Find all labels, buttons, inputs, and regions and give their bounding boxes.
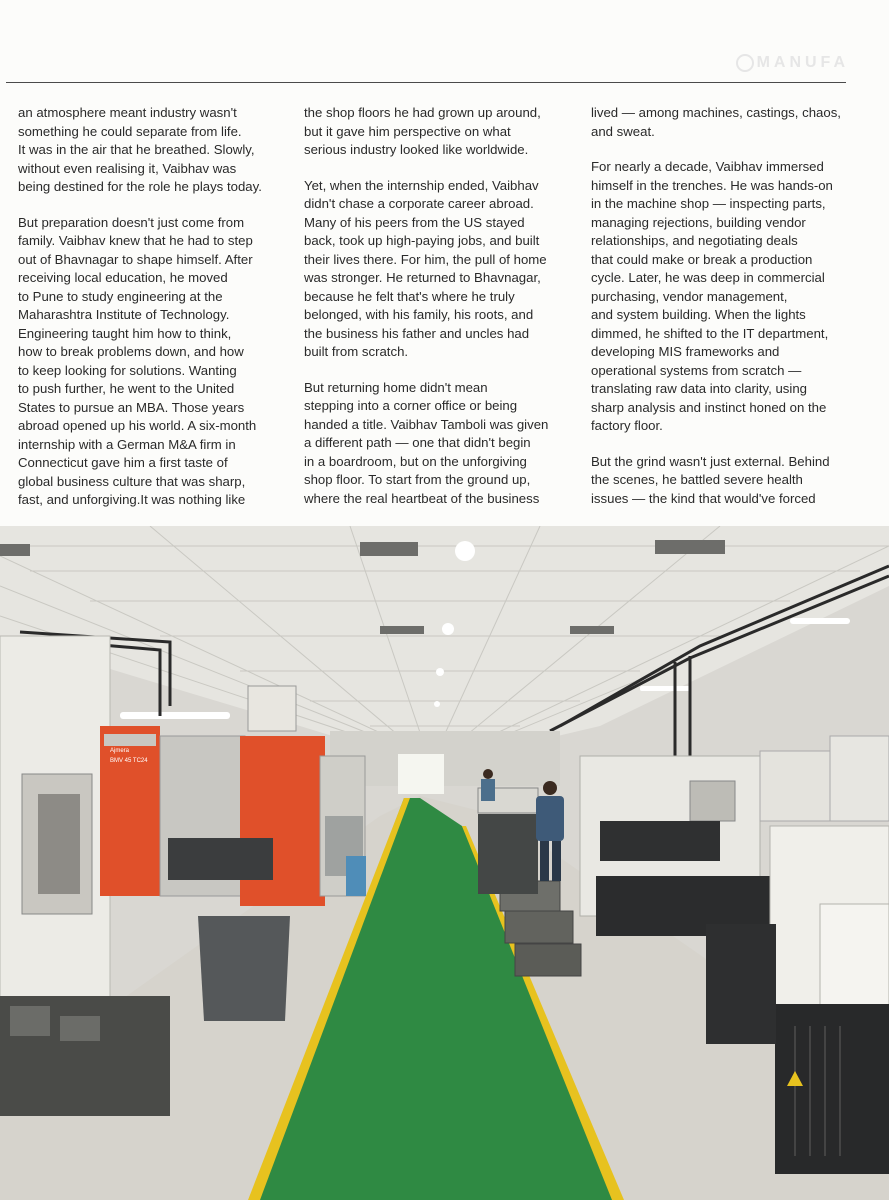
paragraph: But returning home didn't mean stepping into a corner office or being handed a title. Vaibhav Tamboli was given a different path — one that didn't begin in a boardroom, but on the unforgiving shop floor. To start from the ground up, where the real heartbeat of the business bbox=[304, 379, 549, 506]
paragraph: But the grind wasn't just external. Behind the scenes, he battled severe health issues — the kind that would've forced bbox=[591, 453, 830, 506]
header-brand-text: MANUFA bbox=[756, 54, 849, 72]
paragraph: For nearly a decade, Vaibhav immersed himself in the trenches. He was hands-on in the machine shop — inspecting parts, managing rejections, building vendor relationships, and negotiating deals that could make or break a production cycle. Later, he was deep in commercial purchasing, vendor management, and system building. When the lights dimmed, he shifted to the IT department, developing MIS frameworks and operational systems from scratch — translating raw data into clarity, using sharp analysis and instinct honed on the factory floor. bbox=[591, 159, 833, 433]
paragraph: an atmosphere meant industry wasn't something he could separate from life. It was in the air that he breathed. Slowly, without even realising it, Vaibhav was being destined for the role he plays today. bbox=[18, 105, 262, 194]
header-rule bbox=[6, 82, 846, 83]
article-column-2 bbox=[304, 104, 566, 525]
machine-label-2: BMV 45 TC24 bbox=[110, 758, 148, 764]
brand-mark-icon bbox=[736, 54, 754, 72]
paragraph: lived — among machines, castings, chaos, and sweat. bbox=[591, 105, 841, 139]
article-column-1 bbox=[18, 104, 280, 527]
machine-label-1: Ajmera bbox=[110, 748, 130, 754]
paragraph: the shop floors he had grown up around, but it gave him perspective on what serious industry looked like worldwide. bbox=[304, 105, 541, 157]
paragraph: Yet, when the internship ended, Vaibhav didn't chase a corporate career abroad. Many of his peers from the US stayed back, took up high-paying jobs, and built their lives there. For him, the pull of home was stronger. He returned to Bhavnagar, because he felt that's where he truly belonged, with his family, his roots, and the business his father and uncles had built from scratch. bbox=[304, 177, 547, 359]
header-brand bbox=[736, 54, 849, 72]
paragraph: But preparation doesn't just come from family. Vaibhav knew that he had to step out of Bhavnagar to shape himself. After receiving local education, he moved to Pune to study engineering at the Maharashtra Institute of Technology. Engineering taught him how to think, how to break problems down, and how to keep looking for solutions. Wanting to push further, he went to the United States to pursue an MBA. Those years abroad opened up his world. A six-month internship with a German M&A firm in Connecticut gave him a first taste of global business culture that was sharp, fast, and unforgiving.It was nothing like bbox=[18, 214, 257, 507]
article-column-3 bbox=[591, 104, 853, 525]
factory-floor-photo bbox=[0, 526, 889, 1200]
